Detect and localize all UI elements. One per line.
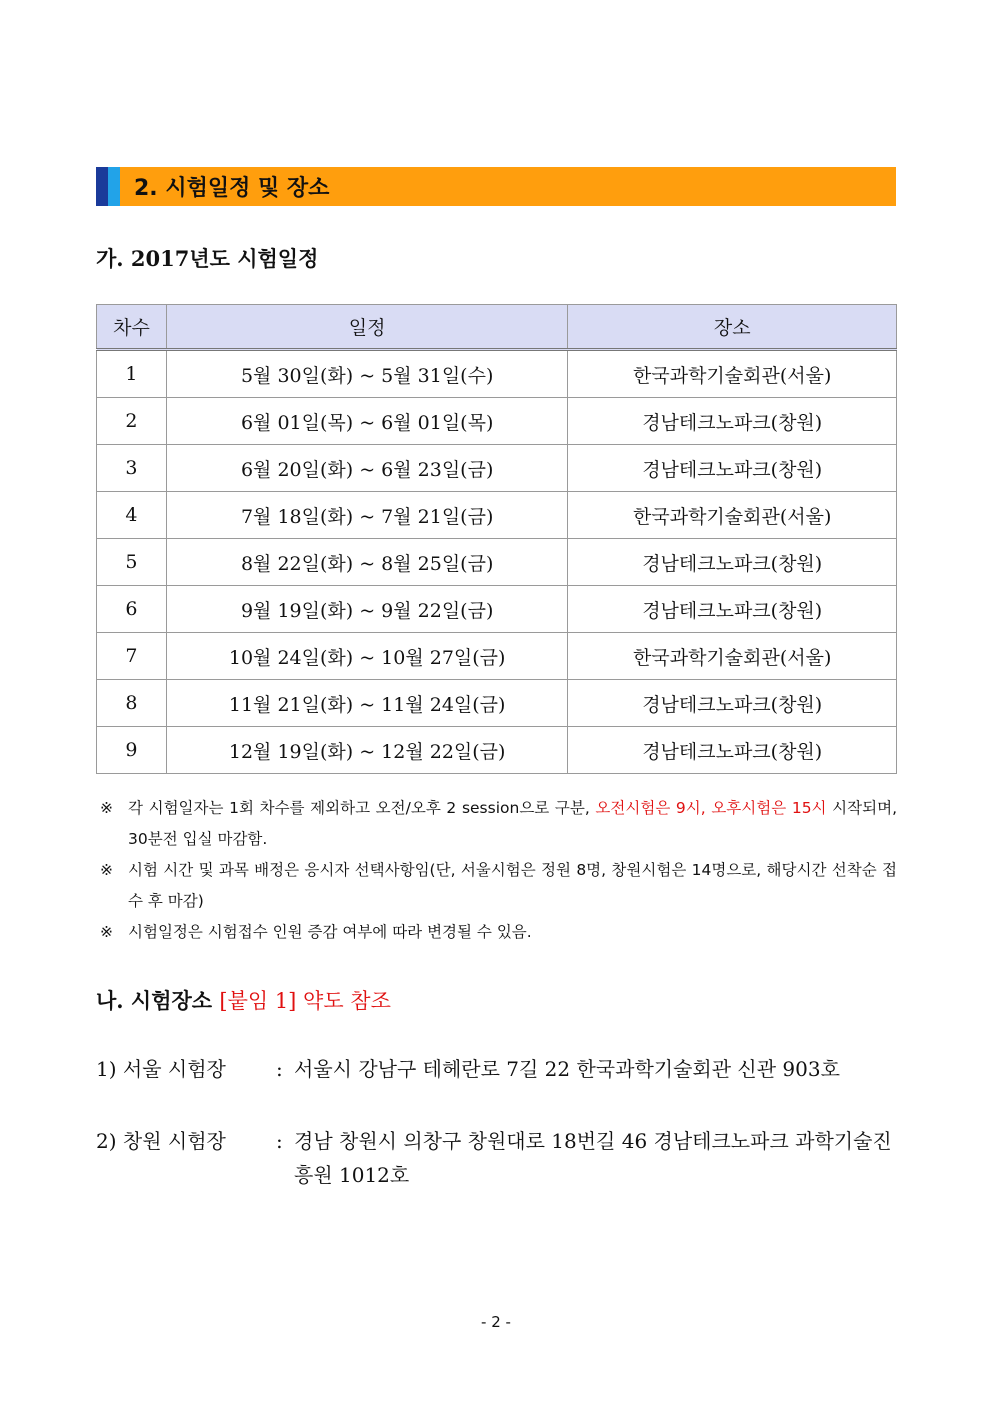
cell-round: 7 [97,633,167,680]
address-label: 2) 창원 시험장 [96,1129,226,1153]
table-row [97,492,897,539]
cell-date: 9월 19일(화) ~ 9월 22일(금) [166,586,567,633]
cell-round: 1 [97,350,167,398]
address-separator: : [276,1057,283,1081]
cell-place: 경남테크노파크(창원) [568,586,897,633]
header-round: 차수 [97,305,167,350]
cell-place: 한국과학기술회관(서울) [568,492,897,539]
schedule-table [96,304,897,774]
note-item [100,917,897,948]
address-value: 경남 창원시 의창구 창원대로 18번길 46 경남테크노파크 과학기술진흥원 1012호 [294,1129,892,1187]
cell-place: 한국과학기술회관(서울) [568,633,897,680]
header-place: 장소 [568,305,897,350]
schedule-heading: 가. 2017년도 시험일정 [96,246,319,271]
address-separator: : [276,1129,283,1153]
address-seoul [96,1052,901,1086]
cell-place: 경남테크노파크(창원) [568,398,897,445]
cell-date: 5월 30일(화) ~ 5월 31일(수) [166,350,567,398]
note-item [100,855,897,917]
cell-date: 10월 24일(화) ~ 10월 27일(금) [166,633,567,680]
venue-heading [96,985,391,1015]
table-row [97,445,897,492]
note-item [100,793,897,855]
cell-place: 경남테크노파크(창원) [568,680,897,727]
header-date: 일정 [166,305,567,350]
note-highlight: 오전시험은 9시, 오후시험은 15시 [595,799,827,817]
cell-date: 6월 01일(목) ~ 6월 01일(목) [166,398,567,445]
note-text-part: 각 시험일자는 1회 차수를 제외하고 오전/오후 2 session으로 구분, [128,799,596,817]
cell-round: 6 [97,586,167,633]
table-row [97,680,897,727]
section-header [96,167,896,206]
address-label: 1) 서울 시험장 [96,1057,226,1081]
reference-mark-icon: ※ [100,799,113,817]
cell-date: 7월 18일(화) ~ 7월 21일(금) [166,492,567,539]
cell-round: 4 [97,492,167,539]
venue-heading-text: 나. 시험장소 [96,988,220,1013]
accent-bar-light [108,167,120,206]
cell-date: 12월 19일(화) ~ 12월 22일(금) [166,727,567,774]
reference-mark-icon: ※ [100,861,113,879]
note-text: 시험일정은 시험접수 인원 증감 여부에 따라 변경될 수 있음. [128,923,532,941]
table-row [97,350,897,398]
note-text: 시험 시간 및 과목 배정은 응시자 선택사항임(단, 서울시험은 정원 8명, 창원시험은 14명으로, 해당시간 선착순 접수 후 마감) [128,861,897,910]
cell-round: 5 [97,539,167,586]
cell-date: 11월 21일(화) ~ 11월 24일(금) [166,680,567,727]
cell-round: 2 [97,398,167,445]
section-title: 2. 시험일정 및 장소 [134,176,330,201]
note-text-part: 시작되며, 30분전 입실 마감함. [128,799,897,848]
cell-round: 3 [97,445,167,492]
cell-place: 한국과학기술회관(서울) [568,350,897,398]
table-row [97,586,897,633]
table-row [97,727,897,774]
cell-date: 6월 20일(화) ~ 6월 23일(금) [166,445,567,492]
cell-round: 8 [97,680,167,727]
address-changwon [96,1124,901,1192]
table-row [97,539,897,586]
table-row [97,633,897,680]
notes-block [100,793,897,948]
page-number: - 2 - [481,1313,511,1331]
reference-mark-icon: ※ [100,923,113,941]
address-value: 서울시 강남구 테헤란로 7길 22 한국과학기술회관 신관 903호 [294,1057,840,1081]
cell-place: 경남테크노파크(창원) [568,727,897,774]
accent-bar-dark [96,167,108,206]
cell-place: 경남테크노파크(창원) [568,445,897,492]
cell-place: 경남테크노파크(창원) [568,539,897,586]
venue-reference: [붙임 1] 약도 참조 [219,989,391,1013]
cell-round: 9 [97,727,167,774]
note-text [128,793,897,855]
table-row [97,398,897,445]
cell-date: 8월 22일(화) ~ 8월 25일(금) [166,539,567,586]
table-header-row [97,305,897,350]
